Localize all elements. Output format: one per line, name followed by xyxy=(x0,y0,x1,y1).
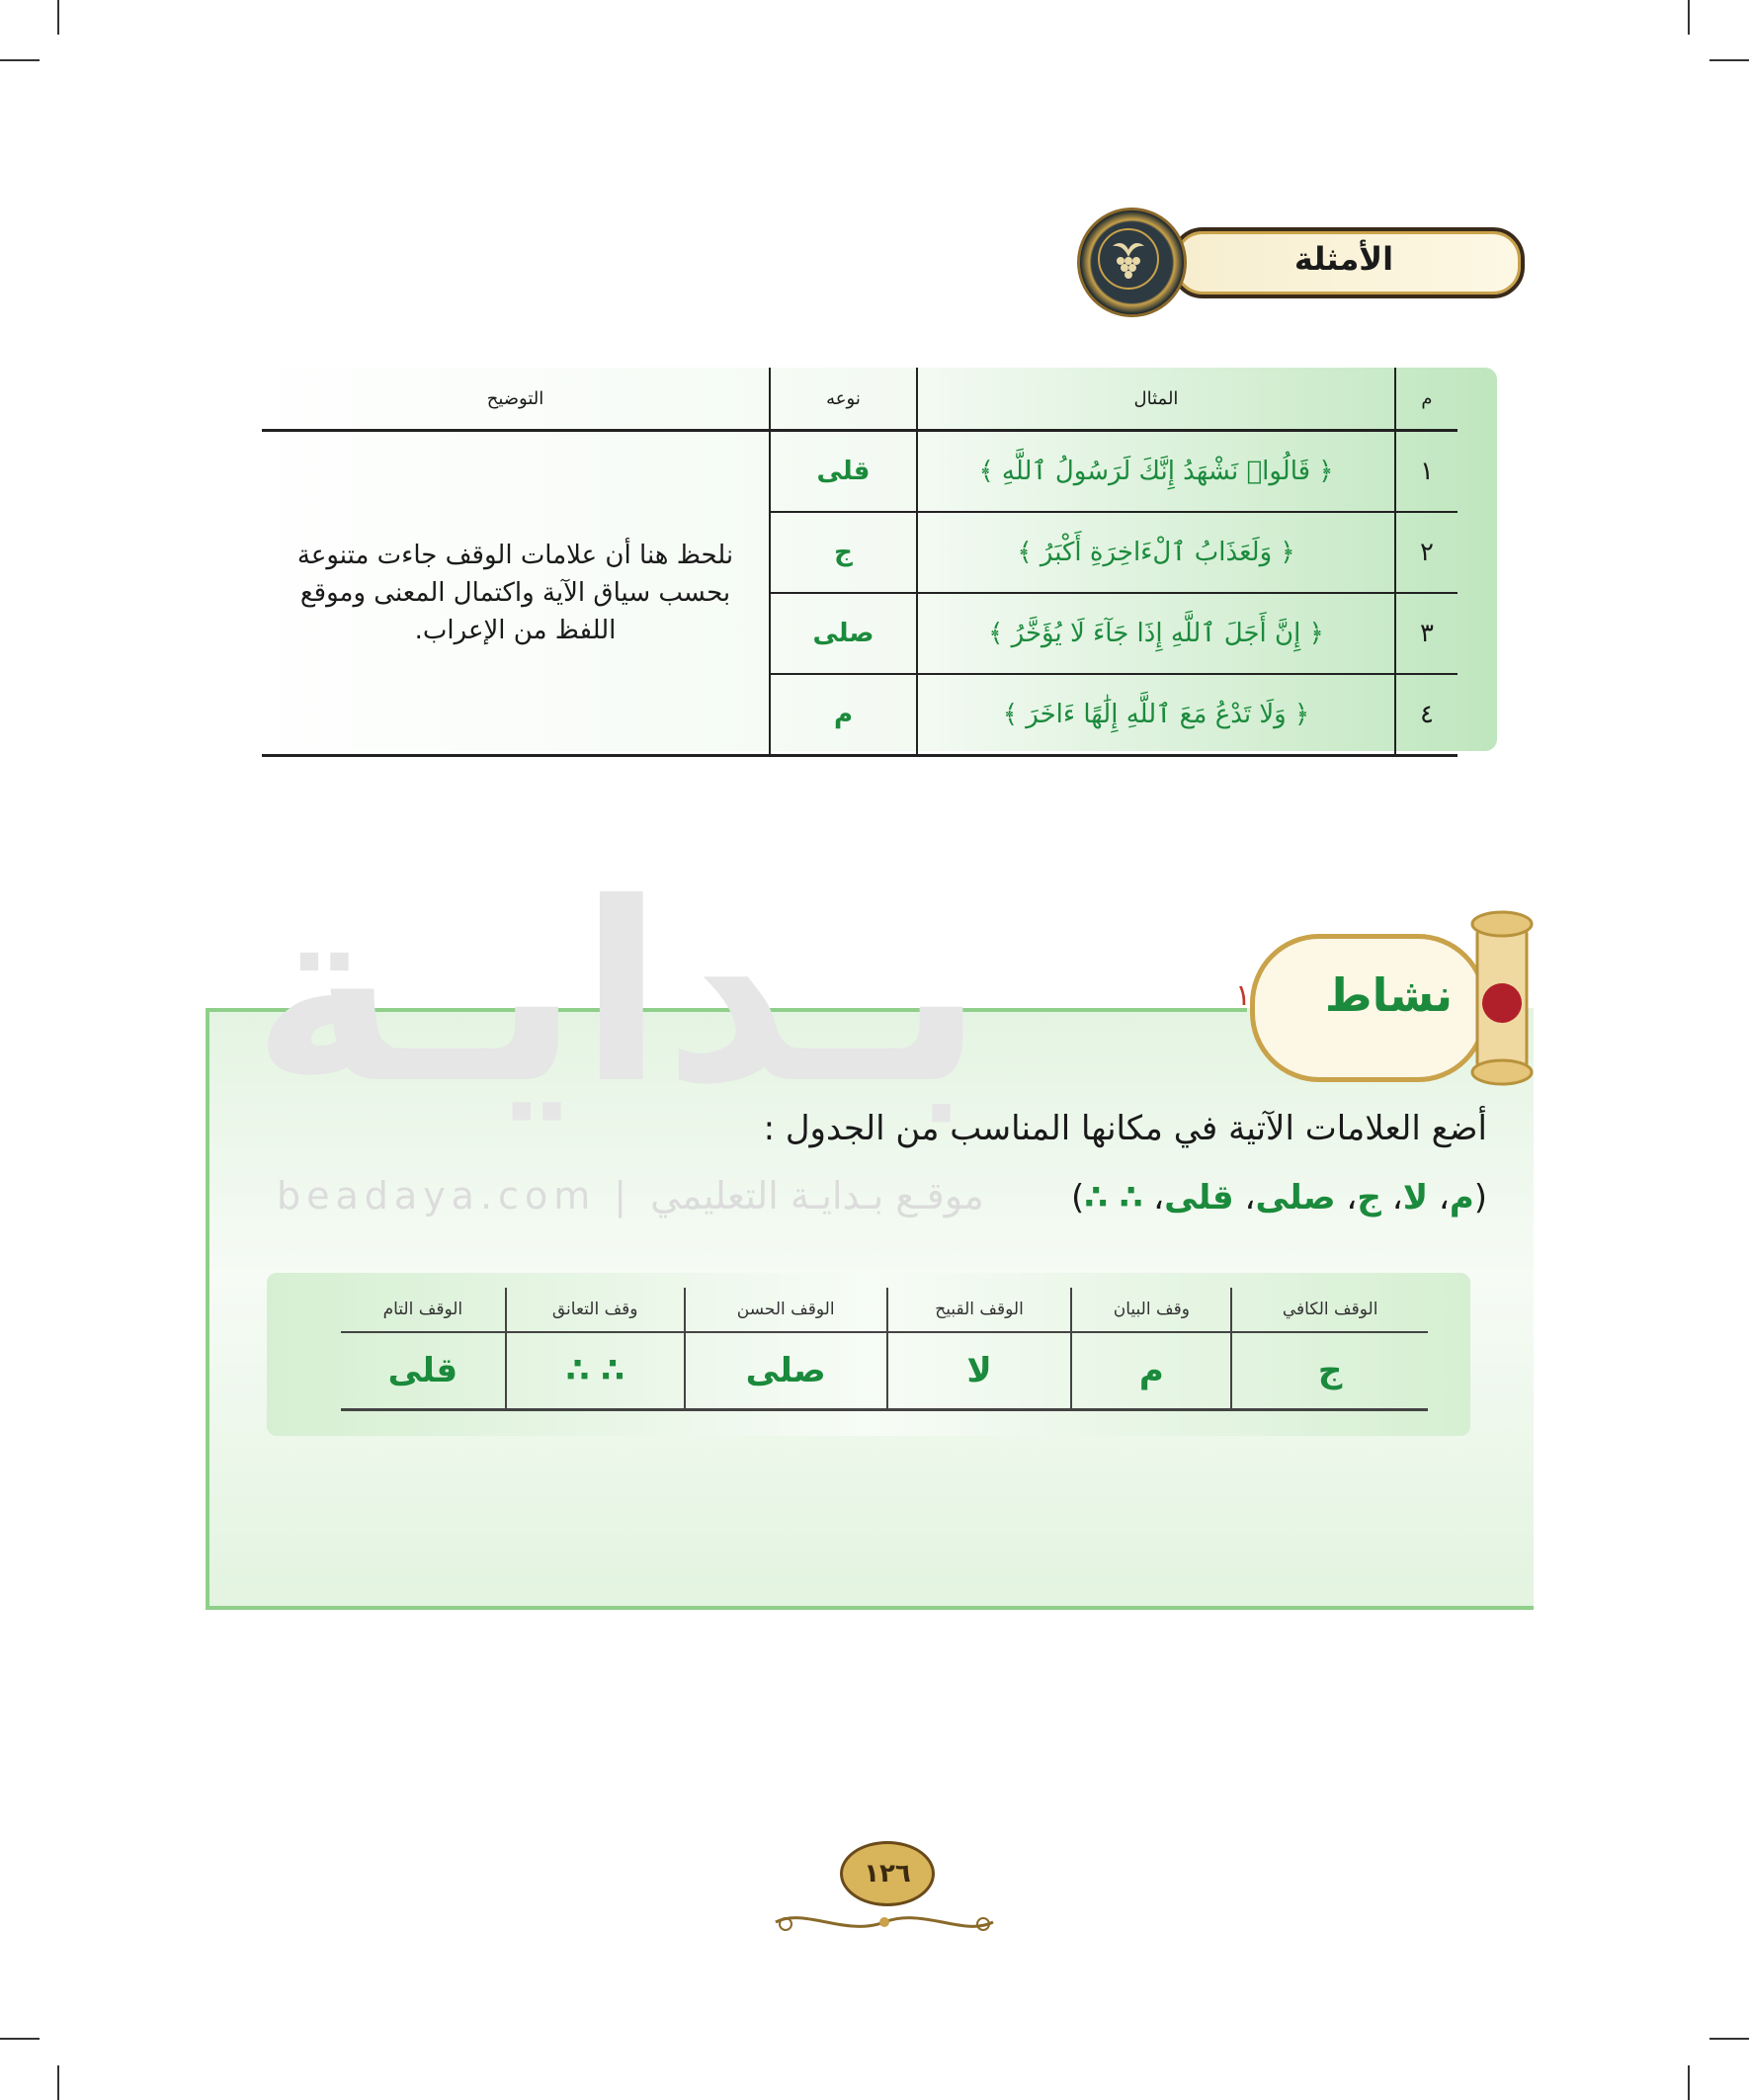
heading-title: الأمثلة xyxy=(1293,240,1394,278)
answer-cell: قلى xyxy=(341,1332,506,1410)
activity-instruction: أضع العلامات الآتية في مكانها المناسب من الجدول : xyxy=(763,1109,1487,1148)
header-example: المثال xyxy=(917,368,1395,431)
watermark-url: beadaya.com | موقـع بـدايـة التعليمي xyxy=(277,1174,984,1218)
mark-item: قلى xyxy=(1164,1178,1234,1218)
answer-header: الوقف الحسن xyxy=(685,1288,887,1332)
crop-mark xyxy=(57,2065,59,2100)
table-row xyxy=(262,431,1458,513)
row-number: ٤ xyxy=(1395,674,1458,756)
crop-mark xyxy=(1709,2038,1749,2040)
answer-cell: لا xyxy=(887,1332,1072,1410)
crop-mark xyxy=(0,59,40,61)
explanation-text: نلحظ هنا أن علامات الوقف جاءت متنوعة بحسب سياق الآية واكتمال المعنى وموقع اللفظ من الإعراب. xyxy=(262,431,770,756)
answer-cell: صلى xyxy=(685,1332,887,1410)
answer-header: وقف التعانق xyxy=(506,1288,685,1332)
answer-table xyxy=(341,1288,1428,1411)
header-number: م xyxy=(1395,368,1458,431)
crop-mark xyxy=(1688,0,1690,35)
answer-cell: ج xyxy=(1231,1332,1428,1410)
mark-item: صلى xyxy=(1255,1178,1336,1218)
page-number: ١٢٦ xyxy=(840,1841,935,1906)
answer-cell: ∴ ∴ xyxy=(506,1332,685,1410)
row-number: ٢ xyxy=(1395,512,1458,593)
answer-header: وقف البيان xyxy=(1071,1288,1231,1332)
answer-header: الوقف الكافي xyxy=(1231,1288,1428,1332)
example-verse: ﴿ إِنَّ أَجَلَ ٱللَّهِ إِذَا جَآءَ لَا يُؤَخَّرُ ﴾ xyxy=(917,593,1395,674)
stop-mark: صلى xyxy=(770,593,917,674)
answer-header: الوقف القبيح xyxy=(887,1288,1072,1332)
example-verse: ﴿ قَالُوا۟ نَشْهَدُ إِنَّكَ لَرَسُولُ ٱللَّهِ ﴾ xyxy=(917,431,1395,513)
row-number: ٣ xyxy=(1395,593,1458,674)
mark-item: لا xyxy=(1402,1178,1429,1218)
activity-label: نشاط xyxy=(1324,968,1453,1022)
watermark-logo: بـدايـة xyxy=(252,850,984,1137)
answer-header: الوقف التام xyxy=(341,1288,506,1332)
stop-mark: ج xyxy=(770,512,917,593)
stop-mark: م xyxy=(770,674,917,756)
activity-badge xyxy=(1235,934,1487,1082)
examples-table-panel xyxy=(222,368,1497,751)
crop-mark xyxy=(1709,59,1749,61)
activity-marks-list: (م، لا، ج، صلى، قلى، ∴ ∴) xyxy=(1070,1178,1487,1218)
page-ornament-icon xyxy=(766,1902,1003,1942)
mark-item: م xyxy=(1449,1178,1474,1218)
grape-medallion-icon xyxy=(1077,208,1187,317)
row-number: ١ xyxy=(1395,431,1458,513)
answer-cell: م xyxy=(1071,1332,1231,1410)
header-explanation: التوضيح xyxy=(262,368,770,431)
answer-row xyxy=(341,1332,1428,1410)
crop-mark xyxy=(1688,2065,1690,2100)
section-heading xyxy=(1052,208,1537,311)
activity-number: ١ xyxy=(1235,978,1252,1013)
mark-item: ∴ ∴ xyxy=(1084,1178,1143,1218)
example-verse: ﴿ وَلَا تَدْعُ مَعَ ٱللَّهِ إِلَٰهًا ءَاخَرَ ﴾ xyxy=(917,674,1395,756)
stop-mark: قلى xyxy=(770,431,917,513)
crop-mark xyxy=(57,0,59,35)
mark-item: ج xyxy=(1357,1178,1381,1218)
example-verse: ﴿ وَلَعَذَابُ ٱلْءَاخِرَةِ أَكْبَرُ ﴾ xyxy=(917,512,1395,593)
examples-table xyxy=(262,368,1458,757)
scroll-icon xyxy=(1453,904,1551,1092)
answer-table-panel xyxy=(267,1273,1470,1436)
header-type: نوعه xyxy=(770,368,917,431)
crop-mark xyxy=(0,2038,40,2040)
